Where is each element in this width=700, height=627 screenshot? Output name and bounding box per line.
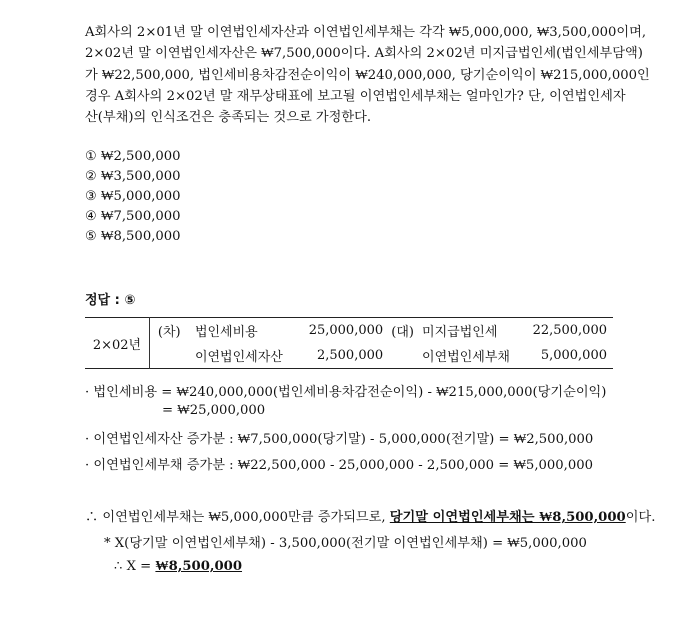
question-line: 2×02년 말 이연법인세자산은 ₩7,500,000이다. A회사의 2×02년 미지급법인세(법인세부담액) (85, 46, 643, 62)
debit-mark: (차) (157, 325, 181, 340)
note-expense-result: = ₩25,000,000 (162, 403, 266, 418)
result-value: ₩8,500,000 (155, 559, 243, 574)
credit-account: 미지급법인세 (422, 325, 498, 340)
credit-amount: 5,000,000 (540, 348, 607, 363)
journal-year: 2×02년 (85, 318, 149, 369)
equation-line: * X(당기말 이연법인세부채) - 3,500,000(전기말 이연법인세부채) = ₩5,000,000 (104, 536, 587, 551)
debit-account: 이연법인세자산 (194, 350, 283, 365)
result-line (114, 558, 242, 574)
journal-row (85, 343, 613, 369)
question-line: 가 ₩22,500,000, 법인세비용차감전순이익이 ₩240,000,000, 당기순이익이 ₩215,000,000인 (85, 67, 650, 83)
answer-label: 정답 : ⑤ (85, 293, 136, 308)
conclusion-tail: 이다. (625, 510, 656, 525)
debit-amount: 2,500,000 (316, 348, 384, 363)
conclusion-emphasis: 당기말 이연법인세부채는 ₩8,500,000 (389, 510, 626, 525)
conclusion-text: ∴ 이연법인세부채는 ₩5,000,000만큼 증가되므로, (85, 510, 390, 525)
question-line: 산(부채)의 인식조건은 충족되는 것으로 가정한다. (85, 110, 372, 126)
choice-4: ④ ₩7,500,000 (85, 209, 181, 224)
conclusion-line (85, 506, 655, 525)
note-asset-increase: · 이연법인세자산 증가분 : ₩7,500,000(당기말) - 5,000,000(전기말) = ₩2,500,000 (85, 432, 594, 447)
credit-mark: (대) (391, 325, 414, 340)
credit-account: 이연법인세부채 (422, 350, 510, 365)
choice-3: ③ ₩5,000,000 (85, 189, 181, 204)
result-text: ∴ X = (114, 559, 156, 574)
journal-row (85, 318, 613, 344)
question-line: 경우 A회사의 2×02년 말 재무상태표에 보고될 이연법인세부채는 얼마인가? 단, 이연법인세자 (85, 88, 626, 104)
choice-5: ⑤ ₩8,500,000 (85, 229, 181, 244)
question-line: A회사의 2×01년 말 이연법인세자산과 이연법인세부채는 각각 ₩5,000,000, ₩3,500,000이며, (85, 25, 647, 40)
question-text (85, 22, 650, 128)
credit-amount: 22,500,000 (532, 323, 607, 338)
choice-1: ① ₩2,500,000 (85, 149, 181, 164)
choice-2: ② ₩3,500,000 (85, 169, 181, 184)
note-liability-increase: · 이연법인세부채 증가분 : ₩22,500,000 - 25,000,000 - 2,500,000 = ₩5,000,000 (85, 458, 594, 473)
note-expense: · 법인세비용 = ₩240,000,000(법인세비용차감전순이익) - ₩215,000,000(당기순이익) (85, 385, 607, 400)
journal-entry-table (85, 317, 613, 369)
debit-account: 법인세비용 (194, 325, 258, 340)
debit-amount: 25,000,000 (308, 323, 384, 338)
